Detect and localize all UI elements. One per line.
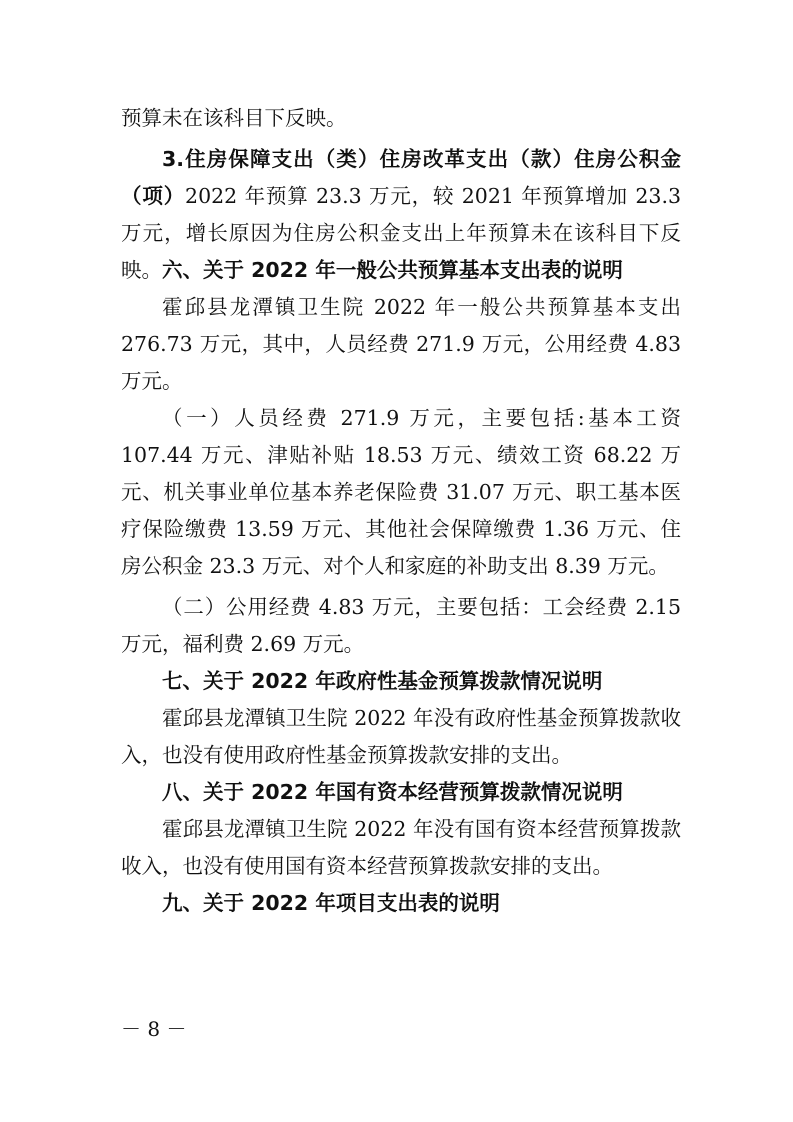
paragraph-gov-fund: 霍邱县龙潭镇卫生院 2022 年没有政府性基金预算拨款收入，也没有使用政府性基金预算拨款安排的支出。 [121,706,681,767]
section-heading-7: 七、关于 2022 年政府性基金预算拨款情况说明 [162,669,603,693]
section-heading-8: 八、关于 2022 年国有资本经营预算拨款情况说明 [162,780,623,804]
section-heading-9: 九、关于 2022 年项目支出表的说明 [162,891,500,915]
paragraph-basic-expenditure: 霍邱县龙潭镇卫生院 2022 年一般公共预算基本支出 276.73 万元，其中，人员经费 271.9 万元，公用经费 4.83 万元。 [121,295,681,393]
paragraph-personnel-expenses: （一）人员经费 271.9 万元，主要包括:基本工资 107.44 万元、津贴补贴 18.53 万元、绩效工资 68.22 万元、机关事业单位基本养老保险费 31.07 万元、职工基本医疗保险缴费 13.59 万元、其他社会保障缴费 1.36 万元、住房公积金 23.3 万元、对个人和家庭的补助支出 8.39 万元。 [121,406,681,578]
paragraph-continuation: 预算未在该科目下反映。 [121,106,347,130]
section-heading-6: 六、关于 2022 年一般公共预算基本支出表的说明 [162,258,623,282]
page-number: － 8 － [121,1017,187,1041]
housing-fund-item-text: 2022 年预算 23.3 万元，较 2021 年预算增加 23.3 万元，增长原因为住房公积金支出上年预算未在该科目下反映。 [121,184,682,282]
paragraph-state-capital: 霍邱县龙潭镇卫生院 2022 年没有国有资本经营预算拨款收入，也没有使用国有资本经营预算拨款安排的支出。 [121,817,681,878]
housing-fund-item-title: 3.住房保障支出（类）住房改革支出（款）住房公积金（项） [121,147,681,208]
paragraph-public-expenses: （二）公用经费 4.83 万元，主要包括：工会经费 2.15 万元，福利费 2.69 万元。 [121,595,681,656]
